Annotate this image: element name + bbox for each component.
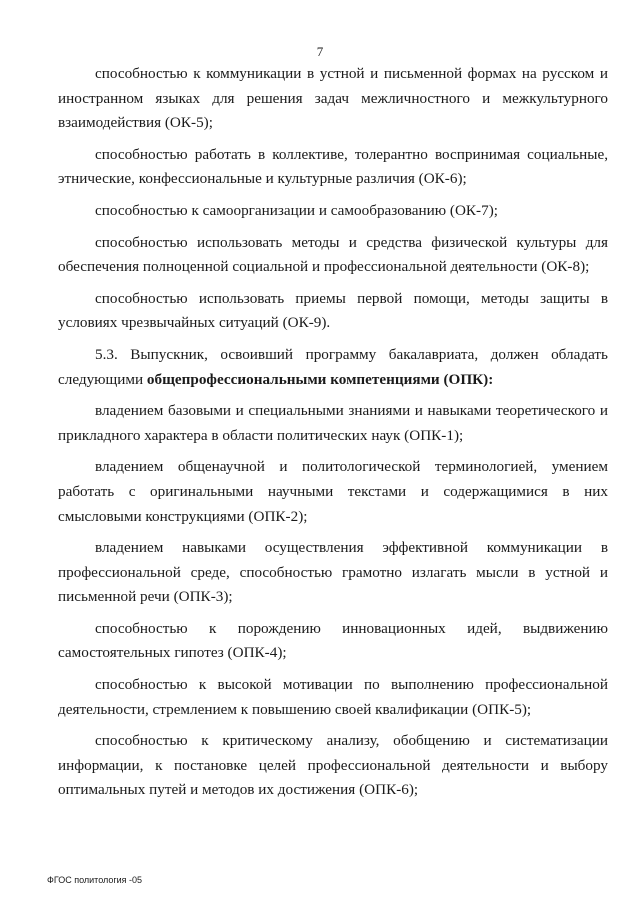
paragraph-ok-6: способностью работать в коллективе, толерантно воспринимая социальные, этнические, конфессиональные и культурные различия (ОК-6);	[58, 145, 608, 188]
document-body	[58, 62, 608, 810]
paragraph-ok-9: способностью использовать приемы первой помощи, методы защиты в условиях чрезвычайных ситуаций (ОК-9).	[58, 289, 608, 332]
paragraph-ok-8: способностью использовать методы и средства физической культуры для обеспечения полноценной социальной и профессиональной деятельности (ОК-8);	[58, 233, 608, 276]
paragraph-opk-2: владением общенаучной и политологической терминологией, умением работать с оригинальными научными текстами и содержащимися в них смысловыми конструкциями (ОПК-2);	[58, 458, 608, 525]
paragraph-opk-6: способностью к критическому анализу, обобщению и систематизации информации, к постановке целей профессиональной деятельности и выбору оптимальных путей и методов их достижения (ОПК-6);	[58, 732, 608, 799]
paragraph-opk-3: владением навыками осуществления эффективной коммуникации в профессиональной среде, способностью грамотно излагать мысли в устной и письменной речи (ОПК-3);	[58, 539, 608, 606]
paragraph-opk-5: способностью к высокой мотивации по выполнению профессиональной деятельности, стремлением к повышению своей квалификации (ОПК-5);	[58, 676, 608, 718]
paragraph-opk-1: владением базовыми и специальными знаниями и навыками теоретического и прикладного характера в области политических наук (ОПК-1);	[58, 402, 608, 444]
paragraph-opk-4: способностью к порождению инновационных идей, выдвижению самостоятельных гипотез (ОПК-4);	[58, 619, 608, 662]
paragraph-ok-5: способностью к коммуникации в устной и письменной формах на русском и иностранном языках для решения задач межличностного и межкультурного взаимодействия (ОК-5);	[58, 65, 608, 132]
page-number: 7	[316, 44, 324, 59]
footer-label: ФГОС политология -05	[47, 875, 143, 885]
paragraph-ok-7: способностью к самоорганизации и самообразованию (ОК-7);	[95, 201, 498, 219]
opk-heading: общепрофессиональными компетенциями (ОПК):	[146, 370, 494, 388]
paragraph-section-5-3: 5.3. Выпускник, освоивший программу бакалавриата, должен обладать следующими общепрофессиональными компетенциями (ОПК):	[58, 345, 608, 388]
